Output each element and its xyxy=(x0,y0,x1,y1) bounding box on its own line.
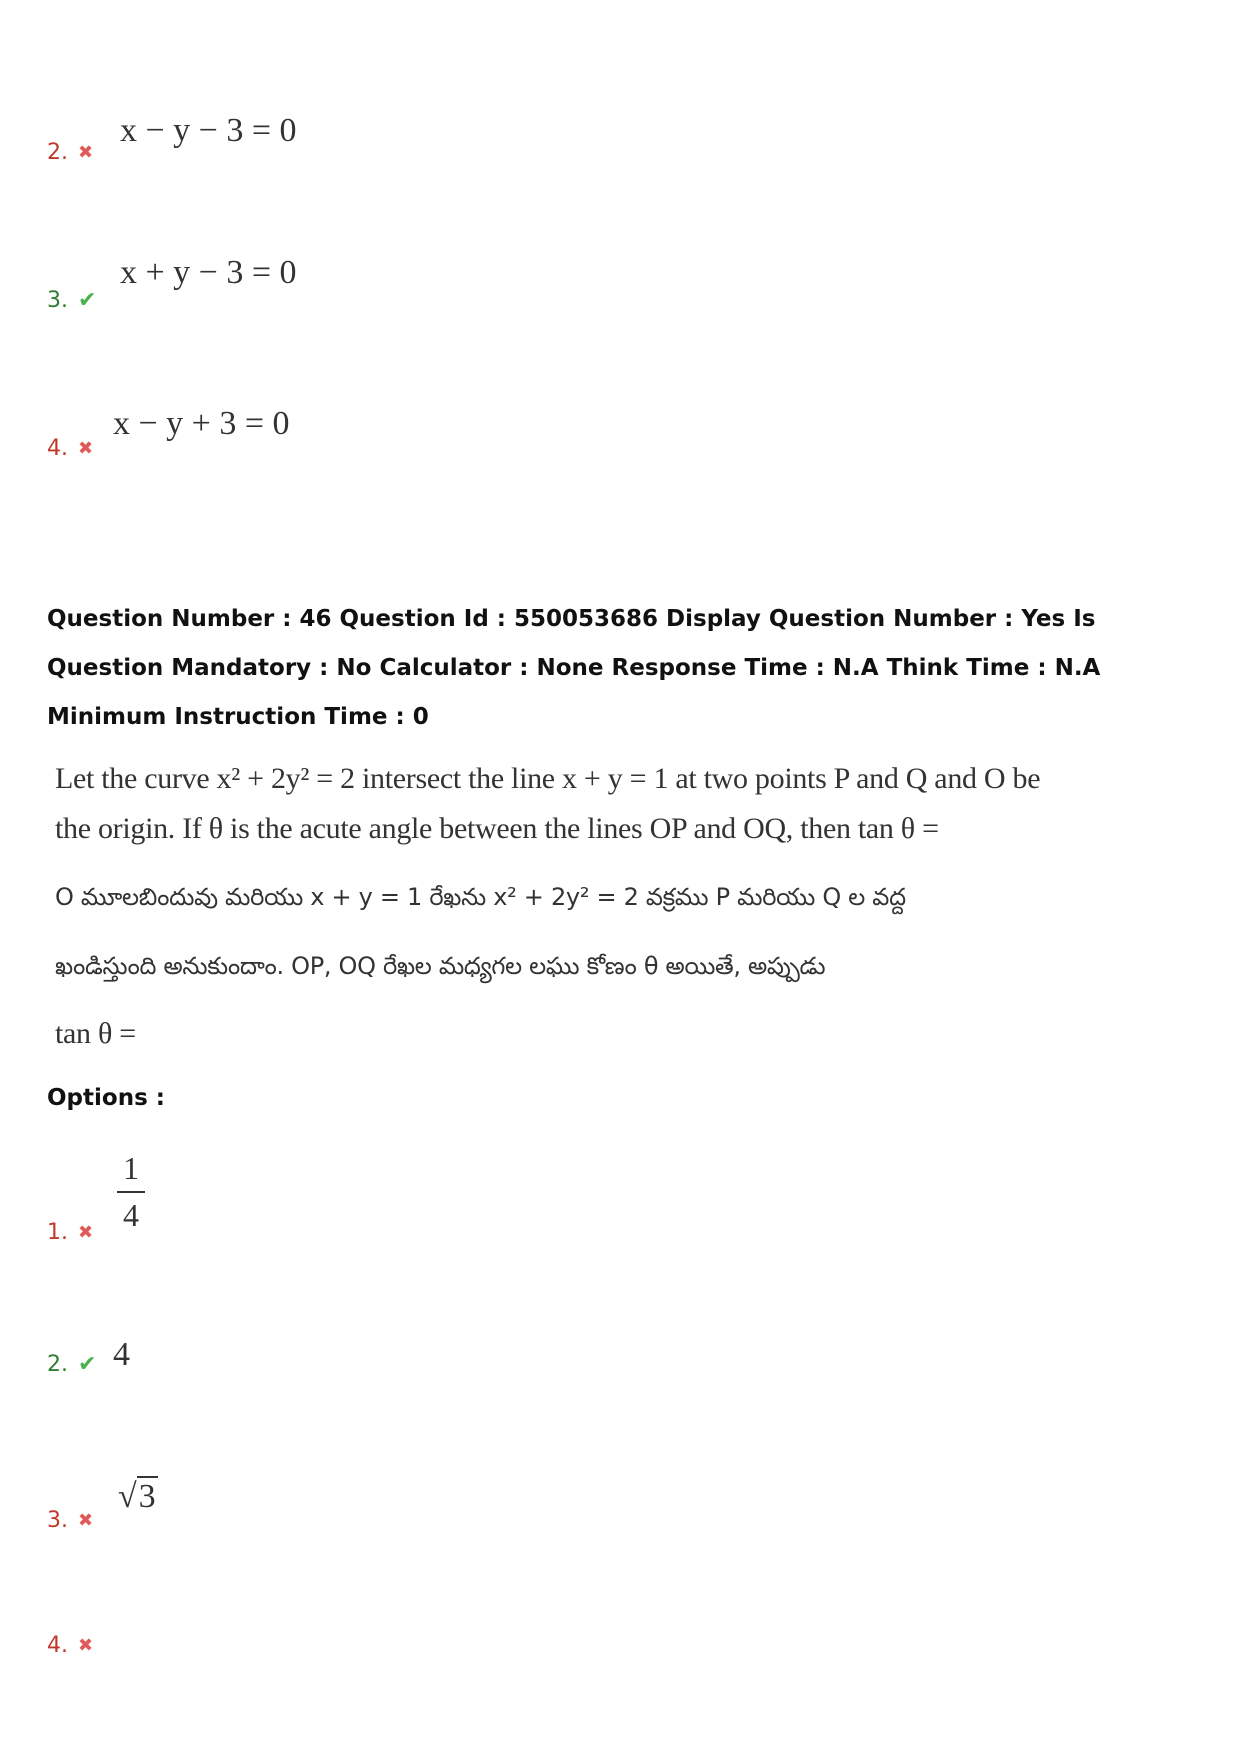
question-text-line2: the origin. If θ is the acute angle between the lines OP and OQ, then tan θ = xyxy=(55,812,939,845)
options-label: Options : xyxy=(47,1085,165,1111)
prev-option-3 xyxy=(47,288,98,313)
wrong-cross-icon: ✖ xyxy=(78,438,94,459)
option-fraction xyxy=(117,1150,145,1234)
question-text-telugu1: O మూలబిందువు మరియు x + y = 1 రేఖను x² + 2y² = 2 వక్రము P మరియు Q ల వద్ద xyxy=(55,883,906,911)
fraction-bar xyxy=(117,1191,145,1193)
wrong-cross-icon: ✖ xyxy=(78,1635,94,1656)
radicand: 3 xyxy=(138,1478,156,1515)
option-1 xyxy=(47,1220,98,1245)
option-expression: x − y − 3 = 0 xyxy=(120,112,297,149)
option-2 xyxy=(47,1352,98,1377)
option-number: 2. xyxy=(47,1352,68,1377)
correct-check-icon: ✔ xyxy=(78,288,97,313)
fraction-denominator: 4 xyxy=(123,1197,139,1233)
option-number: 2. xyxy=(47,140,68,165)
option-sqrt xyxy=(118,1478,158,1516)
wrong-cross-icon: ✖ xyxy=(78,1222,94,1243)
option-expression: x + y − 3 = 0 xyxy=(120,254,297,291)
option-number: 4. xyxy=(47,1633,68,1658)
correct-check-icon: ✔ xyxy=(78,1352,97,1377)
option-3 xyxy=(47,1508,98,1533)
wrong-cross-icon: ✖ xyxy=(78,142,94,163)
option-4 xyxy=(47,1633,98,1658)
option-expression: x − y + 3 = 0 xyxy=(113,405,290,442)
question-text-line5: tan θ = xyxy=(55,1017,136,1050)
radical-sign: √ xyxy=(118,1478,137,1515)
option-number: 4. xyxy=(47,436,68,461)
option-value: 4 xyxy=(113,1336,130,1373)
option-number: 1. xyxy=(47,1220,68,1245)
question-metadata: Question Number : 46 Question Id : 550053686 Display Question Number : Yes Is Question Mandatory : No Calculator : None Response Time : N.A Think Time : N.A Minimum Instruction Time : 0 xyxy=(47,606,1101,730)
fraction-numerator: 1 xyxy=(123,1150,139,1186)
question-text-telugu2: ఖండిస్తుంది అనుకుందాం. OP, OQ రేఖల మధ్యగల లఘు కోణం θ అయితే, అప్పుడు xyxy=(55,952,826,980)
wrong-cross-icon: ✖ xyxy=(78,1510,94,1531)
prev-option-2 xyxy=(47,140,98,165)
option-number: 3. xyxy=(47,288,68,313)
prev-option-4 xyxy=(47,436,98,461)
option-number: 3. xyxy=(47,1508,68,1533)
question-text-line1: Let the curve x² + 2y² = 2 intersect the line x + y = 1 at two points P and Q and O be xyxy=(55,762,1041,795)
